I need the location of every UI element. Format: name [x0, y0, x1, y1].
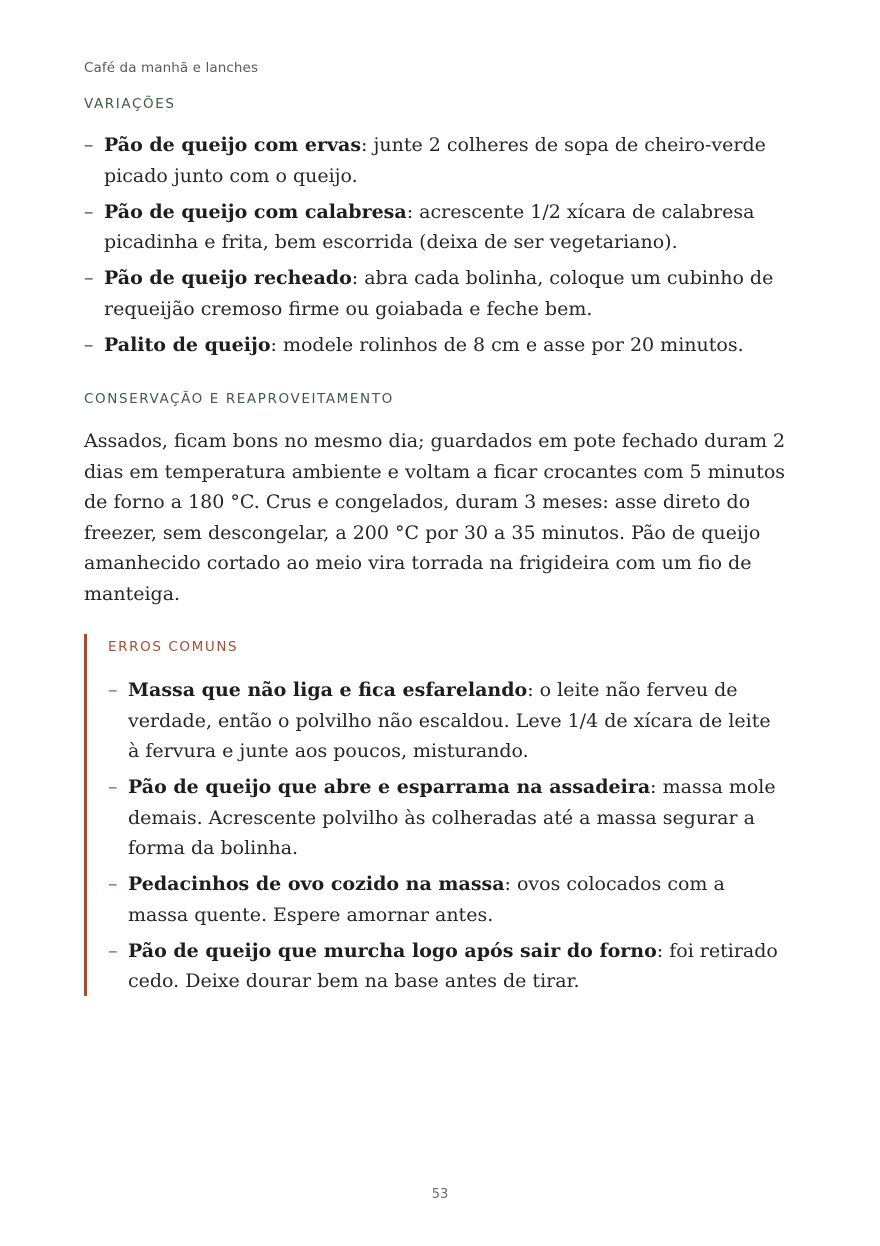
- common-errors-heading: ERROS COMUNS: [108, 639, 239, 655]
- dash-bullet: –: [108, 776, 118, 798]
- list-item: [108, 869, 778, 930]
- dash-bullet: –: [108, 939, 118, 962]
- item-text: : foi retirado cedo. Deixe dourar bem na base antes de tirar.: [128, 939, 778, 992]
- variations-list: [84, 130, 784, 366]
- dash-bullet: –: [84, 200, 94, 223]
- conservation-paragraph: Assados, ficam bons no mesmo dia; guardados em pote fechado duram 2 dias em temperatura ambiente e voltam a ficar crocantes com 5 minutos de forno a 180 °C. Crus e congelados, duram 3 meses: asse direto do freezer, sem descongelar, a 200 °C por 30 a 35 minutos. Pão de queijo amanhecido cortado ao meio vira torrada na frigideira com um fio de manteiga.: [84, 430, 786, 605]
- item-bold-label: Pão de queijo que murcha logo após sair do forno: [128, 939, 657, 962]
- common-errors-list: [108, 675, 778, 1002]
- dash-bullet: –: [108, 679, 118, 701]
- dash-bullet: –: [108, 873, 118, 895]
- item-bold-label: Pão de queijo que abre e esparrama na assadeira: [128, 776, 651, 798]
- list-item: [108, 675, 778, 767]
- list-item: [84, 130, 784, 191]
- list-item: [108, 772, 778, 864]
- item-bold-label: Pão de queijo com ervas: [104, 134, 362, 156]
- item-bold-label: Pão de queijo com calabresa: [104, 200, 407, 223]
- list-item: [84, 330, 784, 361]
- common-errors-box: [84, 634, 799, 996]
- item-bold-label: Pão de queijo recheado: [104, 267, 352, 289]
- item-text: : ovos colocados com a massa quente. Espere amornar antes.: [128, 873, 725, 926]
- dash-bullet: –: [84, 134, 94, 156]
- item-text: : modele rolinhos de 8 cm e asse por 20 minutos.: [270, 333, 744, 356]
- item-text: : acrescente 1/2 xícara de calabresa picadinha e frita, bem escorrida (deixa de ser vegetariano).: [104, 200, 755, 253]
- item-bold-label: Palito de queijo: [104, 333, 271, 356]
- item-bold-label: Pedacinhos de ovo cozido na massa: [128, 873, 505, 895]
- item-bold-label: Massa que não liga e fica esfarelando: [128, 679, 528, 701]
- conservation-heading: CONSERVAÇÃO E REAPROVEITAMENTO: [84, 391, 394, 407]
- item-text: : o leite não ferveu de verdade, então o polvilho não escaldou. Leve 1/4 de xícara de leite à fervura e junte aos poucos, misturando.: [128, 679, 771, 762]
- list-item: [84, 197, 784, 258]
- running-header: Café da manhã e lanches: [84, 60, 259, 76]
- item-text: : abra cada bolinha, coloque um cubinho de requeijão cremoso firme ou goiabada e feche bem.: [104, 267, 774, 320]
- page-number: 53: [431, 1187, 449, 1202]
- list-item: [84, 263, 784, 324]
- list-item: [108, 936, 778, 997]
- item-text: : junte 2 colheres de sopa de cheiro-verde picado junto com o queijo.: [104, 134, 766, 187]
- variations-heading: VARIAÇÕES: [84, 96, 176, 112]
- item-text: : massa mole demais. Acrescente polvilho às colheradas até a massa segurar a forma da bolinha.: [128, 776, 776, 859]
- dash-bullet: –: [84, 333, 94, 356]
- dash-bullet: –: [84, 267, 94, 289]
